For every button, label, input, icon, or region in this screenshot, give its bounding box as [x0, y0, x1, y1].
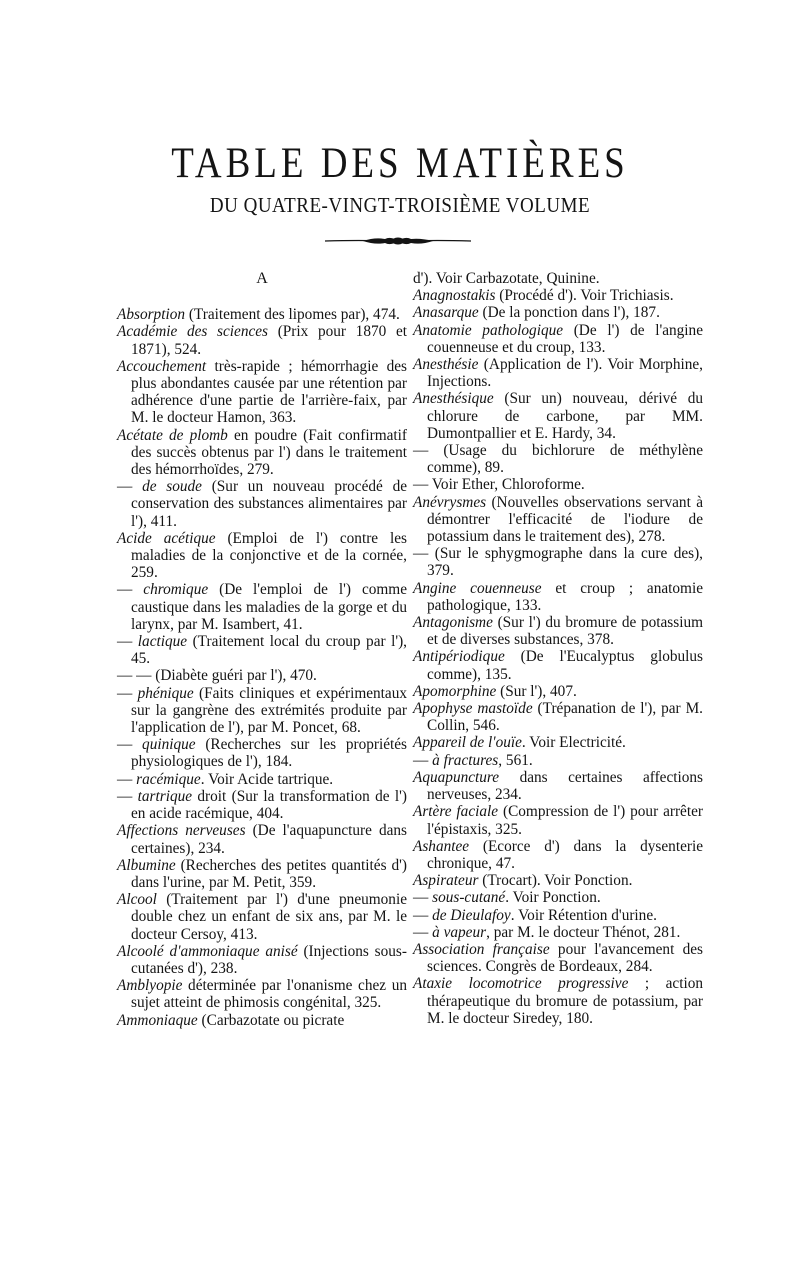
page-subtitle: DU QUATRE-VINGT-TROISIÈME VOLUME	[209, 194, 591, 218]
entry-heading: Antagonisme	[413, 614, 493, 632]
entry-heading: lactique	[137, 633, 188, 651]
index-entry	[413, 907, 703, 924]
entry-text: (Prix pour 1870 et 1871), 524.	[131, 323, 407, 358]
page-title: TABLE DES MATIÈRES	[171, 139, 629, 188]
entry-heading: Anagnostakis	[413, 287, 496, 305]
entry-text: (Diabète guéri par l'), 470.	[155, 667, 317, 685]
entry-text: (Faits cliniques et expérimentaux sur la gangrène des extrémités produite par l'application de l'), par M. Poncet, 68.	[131, 684, 407, 737]
index-entry	[413, 270, 703, 287]
entry-heading: Absorption	[117, 306, 185, 324]
entry-dash: —	[413, 889, 433, 907]
index-entry	[413, 769, 703, 803]
entry-dash: —	[413, 751, 433, 769]
index-column-right	[413, 270, 703, 1027]
index-entry	[413, 356, 703, 390]
entry-text: (Sur l'), 407.	[496, 682, 577, 700]
entry-heading: Anévrysmes	[413, 493, 487, 511]
entry-text: (Recherches des petites quantités d') dans l'urine, par M. Petit, 359.	[131, 856, 407, 891]
entry-heading: chromique	[143, 581, 209, 599]
entry-text: droit (Sur la transformation de l') en acide racémique, 404.	[131, 787, 407, 823]
entry-heading: Association française	[413, 940, 550, 958]
index-entry	[117, 771, 407, 788]
entry-text: (De l'aquapuncture dans certaines), 234.	[131, 822, 408, 857]
entry-dash: —	[117, 770, 137, 788]
index-entry	[117, 530, 407, 582]
index-entry	[117, 685, 407, 737]
index-entry	[117, 306, 407, 323]
entry-text: pour l'avancement des sciences. Congrès de Bordeaux, 284.	[427, 940, 704, 976]
index-entry	[117, 478, 407, 530]
entry-heading: Anesthésie	[413, 356, 479, 374]
entry-heading: Ataxie locomotrice progressive	[413, 975, 629, 993]
entry-text: . Voir Rétention d'urine.	[510, 906, 657, 924]
entry-dash: —	[413, 545, 435, 563]
entry-list-left	[117, 306, 407, 1029]
entry-heading: de soude	[142, 478, 202, 496]
entry-heading: Ammoniaque	[117, 1011, 198, 1029]
index-entry	[117, 943, 407, 977]
index-entry	[117, 891, 407, 943]
entry-text: (De l'emploi de l') comme caustique dans les maladies de la gorge et du larynx, par M. Isambert, 41.	[131, 581, 408, 633]
entry-heading: Ashantee	[413, 837, 470, 855]
entry-text: (Sur un nouveau procédé de conservation des substances alimentaires par l'), 411.	[131, 478, 408, 530]
entry-heading: Antipériodique	[413, 648, 505, 666]
index-entry	[117, 358, 407, 427]
entry-text: dans certaines affections nerveuses, 234.	[427, 768, 703, 804]
entry-heading: Anesthésique	[413, 390, 494, 408]
index-entry	[117, 667, 407, 684]
index-entry	[117, 977, 407, 1011]
entry-text: (Trépanation de l'), par M. Collin, 546.	[427, 700, 703, 735]
entry-heading: Appareil de l'ouïe	[413, 734, 522, 752]
entry-dash: —	[413, 476, 432, 494]
entry-text: (De l'Eucalyptus globulus comme), 135.	[427, 648, 703, 683]
index-entry	[413, 390, 703, 442]
entry-heading: Acide acétique	[117, 529, 216, 547]
entry-heading: Accouchement	[117, 357, 207, 375]
index-entry	[413, 872, 703, 889]
entry-dash: —	[413, 442, 444, 460]
entry-heading: Académie des sciences	[117, 323, 269, 341]
entry-dash: —	[117, 684, 138, 702]
entry-dash: —	[117, 633, 138, 651]
index-entry	[413, 648, 703, 682]
index-entry	[117, 788, 407, 822]
index-entry	[413, 941, 703, 975]
index-entry	[413, 803, 703, 837]
index-entry	[117, 822, 407, 856]
entry-text: , par M. le docteur Thénot, 281.	[486, 923, 681, 941]
entry-heading: Affections nerveuses	[117, 822, 246, 840]
index-entry	[413, 322, 703, 356]
entry-text: (Injections sous-cutanées d'), 238.	[131, 942, 407, 977]
index-entry	[117, 633, 407, 667]
entry-dash: —	[413, 906, 433, 924]
index-entry	[413, 494, 703, 546]
entry-dash: —	[413, 923, 433, 941]
entry-heading: racémique	[136, 770, 201, 788]
entry-heading: sous-cutané	[432, 889, 506, 907]
entry-heading: à fractures	[432, 751, 499, 769]
entry-text: Voir Ether, Chloroforme.	[431, 476, 585, 494]
index-entry	[413, 304, 703, 321]
index-entry	[413, 287, 703, 304]
entry-text: (De l') de l'angine couenneuse et du croup, 133.	[427, 321, 703, 356]
entry-text: ; action thérapeutique du bromure de potassium, par M. le docteur Siredey, 180.	[427, 975, 703, 1027]
entry-list-right	[413, 270, 703, 1027]
index-entry	[413, 580, 703, 614]
index-entry	[413, 700, 703, 734]
entry-text: en poudre (Fait confirmatif des succès obtenus par l') dans le traitement des hémorrhoïdes, 279.	[131, 426, 407, 479]
entry-text: (Application de l'). Voir Morphine, Injections.	[427, 356, 703, 391]
entry-dash: —	[117, 787, 138, 805]
entry-heading: Anasarque	[413, 304, 479, 322]
entry-heading: Apomorphine	[413, 682, 497, 700]
entry-text: (Traitement par l') d'une pneumonie double chez un enfant de six ans, par M. le docteur Cersoy, 413.	[131, 891, 407, 943]
entry-text: déterminée par l'onanisme chez un sujet atteint de phimosis congénital, 325.	[131, 977, 407, 1012]
index-entry	[117, 857, 407, 891]
entry-heading: tartrique	[137, 787, 193, 805]
entry-heading: Aquapuncture	[413, 768, 500, 786]
entry-heading: Angine couenneuse	[413, 579, 542, 597]
entry-heading: phénique	[137, 684, 194, 702]
entry-text: (Recherches sur les propriétés physiologiques de l'), 184.	[131, 736, 407, 771]
entry-dash: — —	[117, 667, 156, 685]
entry-text: (Sur le sphygmographe dans la cure des), 379.	[427, 545, 704, 580]
entry-text: (Nouvelles observations servant à démontrer l'efficacité de l'iodure de potassium dans le traitement des), 278.	[427, 493, 703, 546]
entry-heading: Alcoolé d'ammoniaque anisé	[117, 942, 298, 960]
index-entry	[413, 975, 703, 1027]
index-entry	[413, 683, 703, 700]
entry-heading: Artère faciale	[413, 803, 499, 821]
index-entry	[413, 442, 703, 476]
index-entry	[413, 838, 703, 872]
entry-heading: Alcool	[117, 891, 157, 909]
index-column-left	[117, 270, 407, 1029]
ornament-divider-icon	[323, 234, 473, 248]
entry-text: d'). Voir Carbazotate, Quinine.	[413, 270, 600, 287]
entry-heading: Amblyopie	[117, 977, 183, 995]
index-entry	[413, 545, 703, 579]
entry-text: (Traitement local du croup par l'), 45.	[131, 633, 407, 668]
entry-text: (Usage du bichlorure de méthylène comme), 89.	[427, 442, 703, 477]
entry-text: (Carbazotate ou picrate	[197, 1011, 345, 1029]
index-entry	[117, 1012, 407, 1029]
entry-dash: —	[117, 736, 143, 754]
index-entry	[117, 736, 407, 770]
entry-text: . Voir Ponction.	[505, 889, 601, 907]
index-entry	[413, 752, 703, 769]
entry-text: (Sur l') du bromure de potassium et de diverses substances, 378.	[427, 614, 703, 649]
entry-text: très-rapide ; hémorrhagie des plus abondantes causée par une rétention par adhérence d'une partie de l'arrière-faix, par M. le docteur Hamon, 363.	[131, 357, 407, 427]
index-entry	[117, 581, 407, 633]
entry-heading: Acétate de plomb	[117, 426, 228, 444]
entry-text: (Compression de l') pour arrêter l'épistaxis, 325.	[427, 803, 703, 838]
index-entry	[117, 427, 407, 479]
index-entry	[413, 734, 703, 751]
entry-text: . Voir Electricité.	[521, 734, 626, 752]
entry-text: . Voir Acide tartrique.	[200, 770, 334, 788]
entry-text: (Emploi de l') contre les maladies de la conjonctive et de la cornée, 259.	[131, 529, 407, 582]
entry-text: (Trocart). Voir Ponction.	[478, 872, 633, 890]
index-entry	[413, 476, 703, 493]
entry-heading: Apophyse mastoïde	[413, 700, 533, 718]
index-entry	[413, 924, 703, 941]
index-entry	[413, 614, 703, 648]
entry-text: , 561.	[498, 751, 533, 769]
entry-heading: Aspirateur	[413, 872, 479, 890]
entry-text: (Procédé d'). Voir Trichiasis.	[495, 287, 674, 305]
entry-text: (De la ponction dans l'), 187.	[478, 304, 660, 322]
index-entry	[117, 323, 407, 357]
entry-heading: à vapeur	[432, 923, 487, 941]
entry-text: et croup ; anatomie pathologique, 133.	[427, 579, 703, 614]
entry-dash: —	[117, 581, 144, 599]
entry-heading: Albumine	[117, 856, 176, 874]
section-letter: A	[256, 270, 268, 287]
entry-text: (Ecorce d') dans la dysenterie chronique, 47.	[427, 837, 703, 872]
entry-heading: quinique	[142, 736, 196, 754]
entry-heading: Anatomie pathologique	[413, 321, 564, 339]
entry-text: (Sur un) nouveau, dérivé du chlorure de carbone, par MM. Dumontpallier et E. Hardy, 34.	[427, 390, 703, 442]
entry-heading: de Dieulafoy	[432, 906, 511, 924]
index-entry	[413, 889, 703, 906]
entry-dash: —	[117, 478, 143, 496]
entry-text: (Traitement des lipomes par), 474.	[185, 306, 400, 324]
